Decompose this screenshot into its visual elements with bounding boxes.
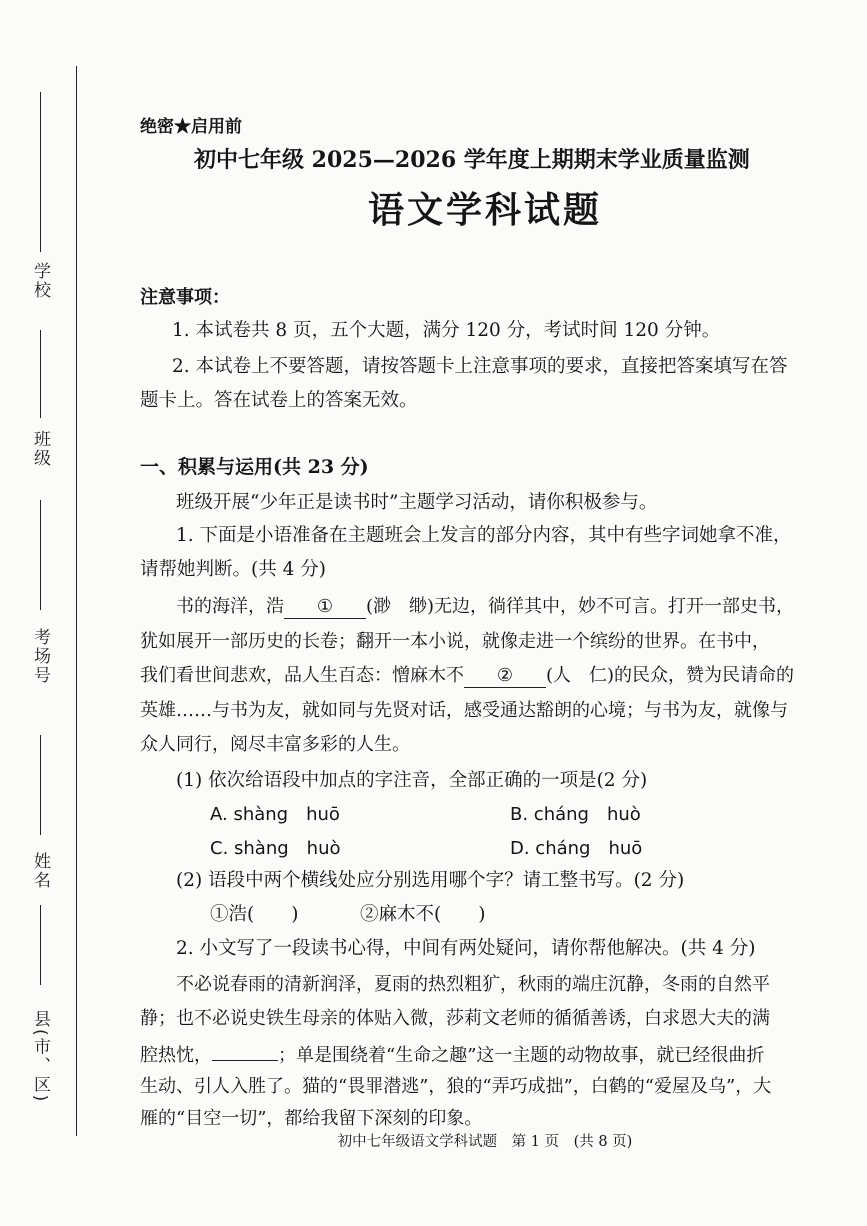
passage-line: 犹如展开一部历史的长卷；翻开一本小说，就像走进一个缤纷的世界。在书中， (140, 631, 770, 652)
sub-question-1: (1) 依次给语段中加点的字注音，全部正确的一项是(2 分) (176, 770, 648, 791)
side-label-name: 姓名 (30, 852, 50, 890)
passage-line: 众人同行，阅尽丰富多彩的人生。 (140, 734, 410, 755)
blank-3 (212, 1038, 278, 1061)
side-label-class: 班级 (30, 430, 50, 468)
binding-line (40, 330, 41, 418)
binding-line (40, 735, 41, 835)
notice-item-1: 1. 本试卷共 8 页，五个大题，满分 120 分，考试时间 120 分钟。 (172, 320, 721, 341)
option-a: A. shàng huō (210, 804, 340, 825)
page-footer: 初中七年级语文学科试题 第 1 页 (共 8 页) (337, 1134, 633, 1150)
notice-item-2-line2: 题卡上。答在试卷上的答案无效。 (140, 390, 418, 411)
passage-text: (人 仁)的民众，赞为民请命的 (546, 665, 795, 686)
passage-2-line: 生动、引人入胜了。猫的“畏罪潜逃”，狼的“弄巧成拙”，白鹤的“爱屋及乌”，大 (140, 1076, 772, 1097)
side-label-school: 学校 (30, 262, 50, 300)
option-b: B. cháng huò (510, 804, 641, 825)
sub-question-2: (2) 语段中两个横线处应分别选用哪个字？请工整书写。(2 分) (176, 870, 685, 891)
section-heading: 一、积累与运用(共 23 分) (140, 456, 369, 478)
blank-2: ② (464, 665, 546, 688)
option-c: C. shàng huò (210, 838, 341, 859)
passage-text: 我们看世间悲欢，品人生百态：憎麻木不 (140, 665, 464, 686)
passage-line (140, 661, 794, 688)
answer-slot-1: ①浩( ) (210, 904, 299, 925)
option-d: D. cháng huō (510, 838, 643, 859)
passage-2-line: 静；也不必说史铁生母亲的体贴入微，莎莉文老师的循循善诱，白求恩大夫的满 (140, 1008, 770, 1029)
binding-line (40, 500, 41, 610)
passage-2-line: 雁的“目空一切”，都给我留下深刻的印象。 (140, 1108, 483, 1129)
passage-line: 英雄……与书为友，就如同与先贤对话，感受通达豁朗的心境；与书为友，就像与 (140, 700, 788, 721)
passage-line (176, 592, 794, 619)
side-label-county: 县(市、区) (30, 1010, 50, 1104)
passage-text: 腔热忱， (140, 1045, 212, 1066)
answer-slot-2: ②麻木不( ) (360, 904, 486, 925)
passage-text: (渺 缈)无边，徜徉其中，妙不可言。打开一部史书， (366, 596, 795, 617)
binding-line (40, 905, 41, 985)
question-1-line1: 1. 下面是小语准备在主题班会上发言的部分内容，其中有些字词她拿不准， (176, 525, 792, 546)
notice-item-2-line1: 2. 本试卷上不要答题，请按答题卡上注意事项的要求，直接把答案填写在答 (172, 356, 788, 377)
confidential-mark: 绝密★启用前 (140, 117, 242, 137)
subject-title: 语文学科试题 (367, 189, 602, 231)
blank-1: ① (284, 596, 366, 619)
exam-title: 初中七年级 2025—2026 学年度上期期末学业质量监测 (194, 147, 750, 173)
passage-2-line: 不必说春雨的清新润泽，夏雨的热烈粗犷，秋雨的端庄沉静，冬雨的自然平 (176, 974, 770, 995)
question-2: 2. 小文写了一段读书心得，中间有两处疑问，请你帮他解决。(共 4 分) (176, 938, 756, 959)
notice-heading: 注意事项： (140, 287, 230, 308)
question-1-line2: 请帮她判断。(共 4 分) (140, 559, 326, 580)
passage-text: 书的海洋，浩 (176, 596, 284, 617)
passage-text: ；单是围绕着“生命之趣”这一主题的动物故事，就已经很曲折 (278, 1045, 765, 1066)
section-intro: 班级开展“少年正是读书时”主题学习活动，请你积极参与。 (176, 492, 658, 513)
passage-2-line (140, 1038, 764, 1067)
side-label-exam-room: 考场号 (30, 628, 50, 685)
